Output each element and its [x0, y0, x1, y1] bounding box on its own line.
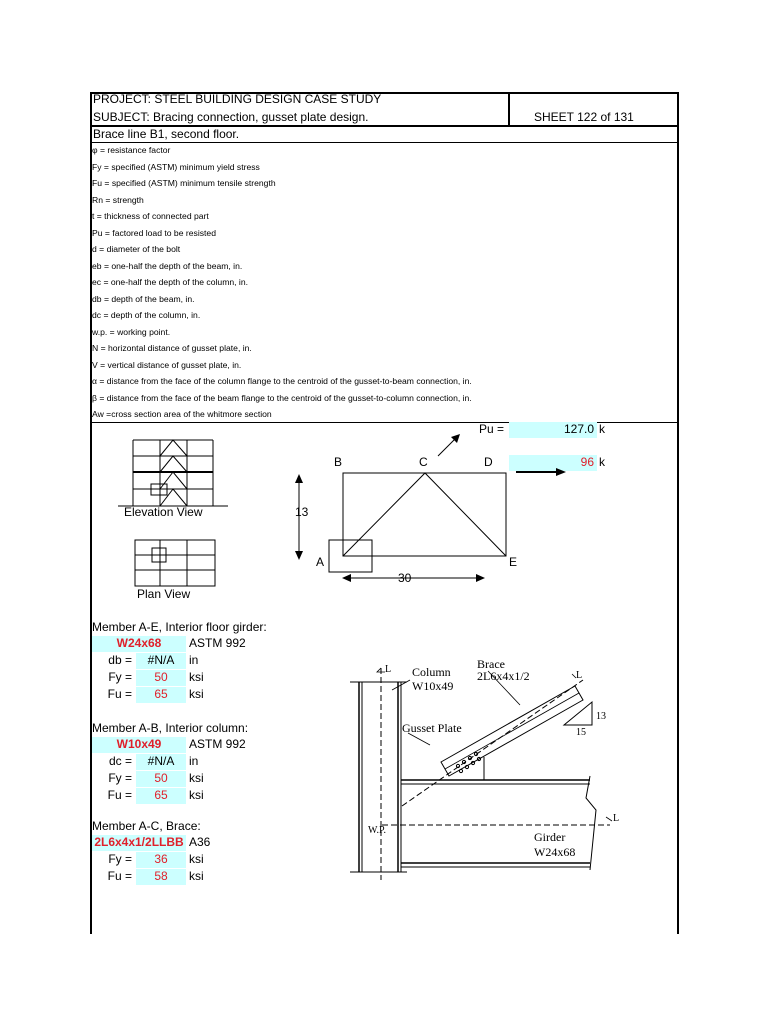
plan-view-label: Plan View	[137, 587, 191, 601]
elevation-view-drawing	[118, 440, 228, 506]
definition-item: Pu = factored load to be resisted	[92, 227, 216, 238]
detail-girder-section: W24x68	[534, 845, 576, 859]
girder-prop-label: Fy =	[108, 670, 132, 684]
brace-prop-value: 36	[154, 852, 168, 866]
girder-section: W24x68	[116, 636, 162, 650]
girder-grade: ASTM 992	[189, 636, 246, 650]
definition-item: dc = depth of the column, in.	[92, 310, 201, 320]
detail-brace-section: 2L6x4x1/2	[477, 669, 530, 683]
detail-brace-cl: L	[576, 670, 583, 681]
detail-girder-cl: L	[613, 813, 620, 824]
column-heading: Member A-B, Interior column:	[92, 721, 249, 735]
page-title: Brace line B1, second floor.	[93, 127, 240, 141]
girder-heading: Member A-E, Interior floor girder:	[92, 620, 267, 634]
node-a-label: A	[316, 555, 325, 569]
definition-item: N = horizontal distance of gusset plate, in.	[92, 343, 252, 353]
node-e-label: E	[509, 555, 518, 569]
definition-item: w.p. = working point.	[92, 326, 171, 337]
detail-brace-label: Brace	[477, 657, 505, 671]
girder-prop-unit: ksi	[189, 687, 204, 701]
detail-column-label: Column	[412, 665, 451, 679]
column-section: W10x49	[116, 737, 162, 751]
column-prop-label: dc =	[108, 754, 132, 768]
girder-prop-unit: ksi	[189, 670, 204, 684]
definition-item: Rn = strength	[92, 194, 144, 205]
definition-item: d = diameter of the bolt	[92, 244, 181, 254]
definition-item: β = distance from the face of the beam flange to the centroid of the gusset-to-column connection, in.	[92, 392, 472, 403]
column-prop-label: Fu =	[107, 788, 132, 802]
column-prop-unit: in	[189, 754, 199, 768]
definition-item: ec = one-half the depth of the column, in.	[92, 277, 248, 287]
girder-prop-label: db =	[108, 653, 132, 667]
sheet-number: SHEET 122 of 131	[534, 110, 634, 124]
definition-item: V = vertical distance of gusset plate, in.	[92, 359, 242, 370]
pu-label: Pu =	[479, 422, 505, 436]
definition-item: α = distance from the face of the column flange to the centroid of the gusset-to-beam connection, in.	[92, 376, 472, 386]
detail-gusset-label: Gusset Plate	[402, 721, 462, 735]
girder-prop-value: #N/A	[147, 653, 175, 667]
definition-item: eb = one-half the depth of the beam, in.	[92, 260, 243, 271]
column-prop-unit: ksi	[189, 788, 204, 802]
subject-line: SUBJECT: Bracing connection, gusset plate design.	[93, 110, 369, 124]
definition-item: φ = resistance factor	[92, 145, 171, 155]
girder-prop-label: Fu =	[107, 687, 132, 701]
detail-column-section: W10x49	[412, 679, 454, 693]
node-c-label: C	[419, 455, 428, 469]
brace-prop-label: Fy =	[108, 852, 132, 866]
column-prop-value: #N/A	[147, 754, 175, 768]
detail-column-cl: L	[385, 664, 392, 675]
column-prop-label: Fy =	[108, 771, 132, 785]
slope-vertical: 13	[596, 711, 606, 722]
slope-horizontal: 15	[576, 727, 586, 738]
detail-wp-label: W.P.	[368, 825, 386, 836]
node-b-label: B	[334, 455, 343, 469]
definition-item: t = thickness of connected part	[92, 211, 209, 221]
pu-value: 127.0	[563, 422, 594, 436]
height-dimension: 13	[295, 505, 309, 519]
definition-item: Fu = specified (ASTM) minimum tensile strength	[92, 178, 276, 188]
column-prop-value: 50	[154, 771, 168, 785]
girder-prop-unit: in	[189, 653, 199, 667]
plan-view-drawing	[135, 540, 215, 586]
brace-prop-value: 58	[154, 869, 168, 883]
detail-girder-label: Girder	[534, 830, 566, 844]
pu-unit: k	[599, 422, 605, 436]
h-load-unit: k	[599, 455, 605, 469]
node-d-label: D	[484, 455, 493, 469]
h-load-value: 96	[580, 455, 594, 469]
width-dimension: 30	[398, 571, 412, 585]
brace-section: 2L6x4x1/2LLBB	[94, 835, 184, 849]
girder-prop-value: 65	[154, 687, 168, 701]
brace-heading: Member A-C, Brace:	[92, 819, 201, 833]
column-prop-value: 65	[154, 788, 168, 802]
column-grade: ASTM 992	[189, 737, 246, 751]
girder-prop-value: 50	[154, 670, 168, 684]
column-prop-unit: ksi	[189, 771, 204, 785]
brace-prop-label: Fu =	[107, 869, 132, 883]
definition-item: db = depth of the beam, in.	[92, 293, 195, 304]
brace-prop-unit: ksi	[189, 852, 204, 866]
definition-item: Fy = specified (ASTM) minimum yield stress	[92, 161, 260, 172]
elevation-view-label: Elevation View	[124, 505, 203, 519]
project-line: PROJECT: STEEL BUILDING DESIGN CASE STUDY	[93, 92, 382, 106]
brace-prop-unit: ksi	[189, 869, 204, 883]
definition-item: Aw =cross section area of the whitmore section	[92, 409, 272, 419]
brace-grade: A36	[189, 835, 211, 849]
